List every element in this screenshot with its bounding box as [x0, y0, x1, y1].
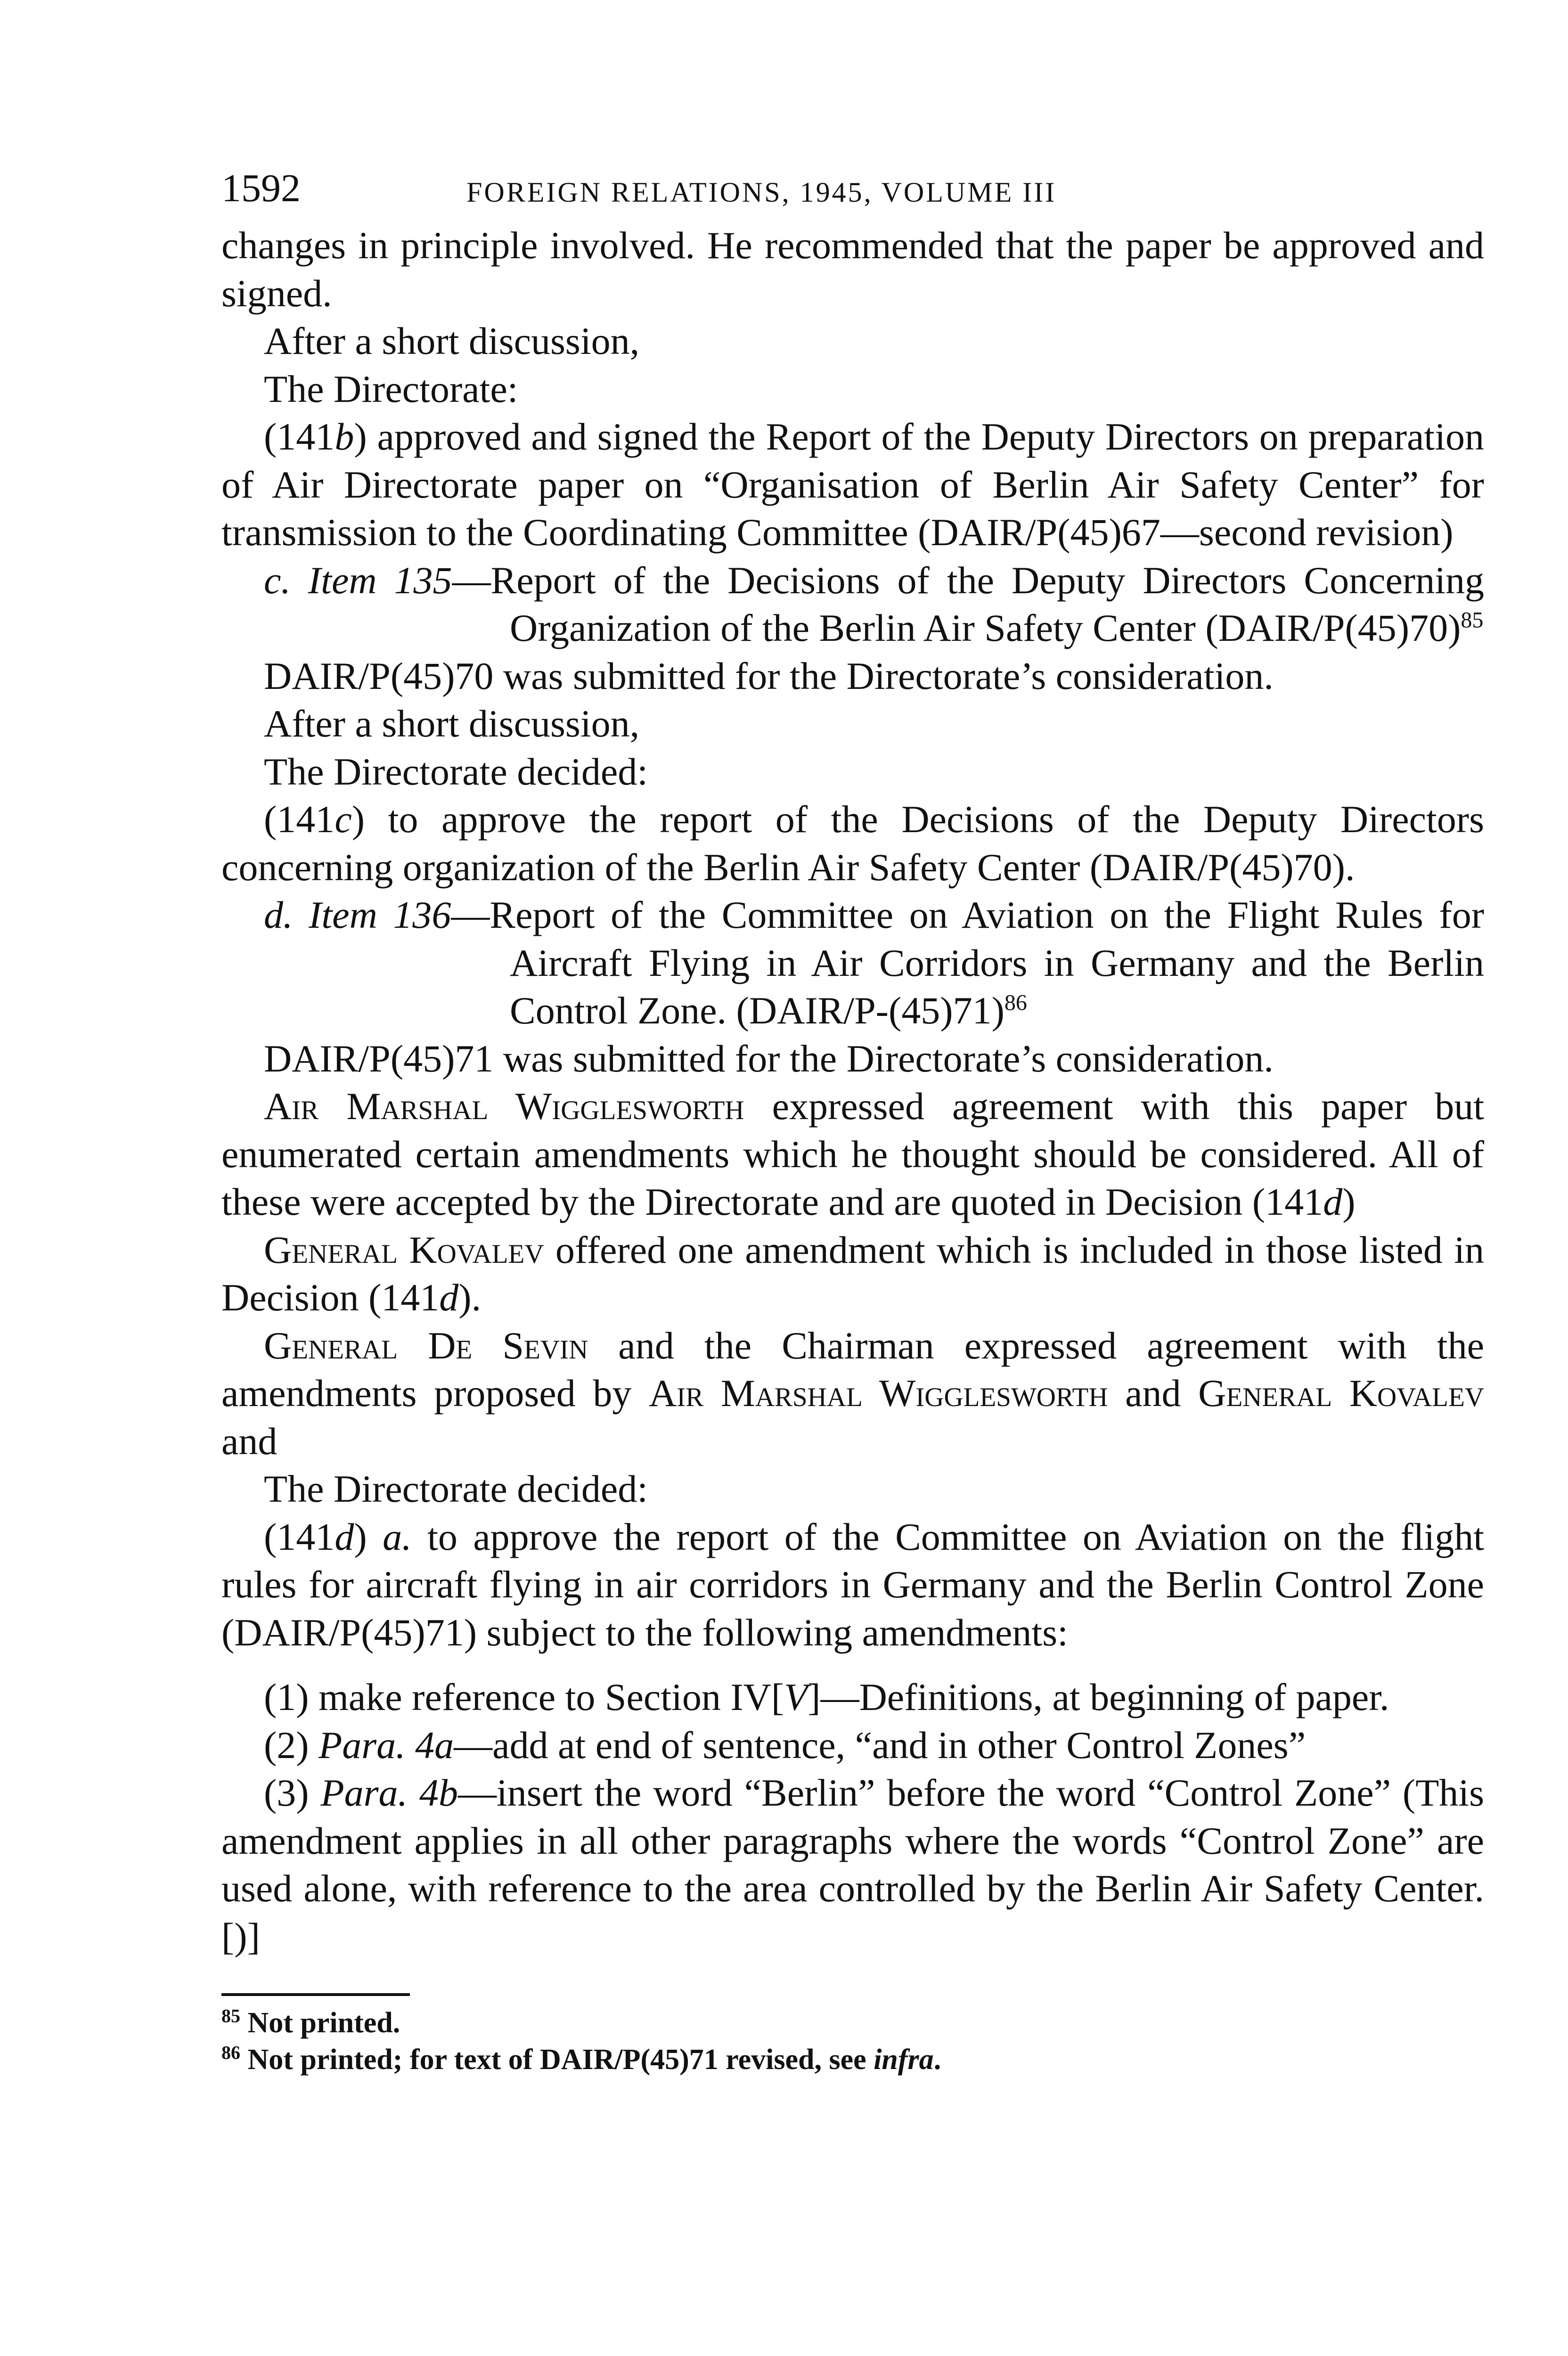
speaker-name: General Kovalev	[1198, 1372, 1484, 1415]
decision-141d	[221, 1513, 1484, 1657]
page-number: 1592	[221, 166, 301, 210]
footnote-mark: 85	[221, 2005, 240, 2027]
footnote-text: Not printed; for text of DAIR/P(45)71 revised, see	[247, 2044, 874, 2076]
speaker-name: Air Marshal Wigglesworth	[648, 1372, 1108, 1415]
document-page	[221, 165, 1484, 2078]
text-run: d	[439, 1276, 459, 1319]
paragraph: DAIR/P(45)71 was submitted for the Directorate’s consideration.	[264, 1037, 1274, 1080]
speaker-name: General Kovalev	[264, 1228, 544, 1271]
item-letter: c.	[264, 558, 308, 602]
footnote-text: .	[933, 2044, 941, 2076]
paragraph	[221, 1322, 1484, 1465]
body-text	[221, 221, 1484, 2078]
text-run: (141	[264, 798, 335, 841]
text-run: and the Chairman expressed agreement with the amendments proposed by	[221, 1324, 1484, 1415]
paragraph: After a short discussion,	[264, 319, 640, 362]
speaker-name: General De Sevin	[264, 1324, 588, 1367]
agenda-item-d	[221, 891, 1484, 1035]
amendment-2	[221, 1721, 1484, 1769]
text-run: to approve the report of the Committee on Aviation on the flight rules for aircraft flying in air corridors in Germany and the Berlin Control Zone (DAIR/P(45)71) subject to the following amendments:	[221, 1515, 1484, 1654]
paragraph: The Directorate decided:	[264, 750, 648, 793]
text-run: —insert the word “Berlin” before the word “Control Zone” (This amendment applies in all other paragraphs where the words “Control Zone” are used alone, with reference to the area controlled by the Berlin Air Safety Center.[)]	[221, 1771, 1484, 1958]
paragraph: changes in principle involved. He recommended that the paper be approved and signed.	[221, 224, 1484, 315]
text-run: —add at end of sentence, “and in other Control Zones”	[454, 1723, 1306, 1767]
text-run: V	[784, 1676, 808, 1718]
paragraph: DAIR/P(45)70 was submitted for the Directorate’s consideration.	[264, 654, 1274, 697]
text-run: and	[1108, 1372, 1199, 1415]
amendment-3	[221, 1769, 1484, 1960]
text-run: and	[221, 1419, 278, 1463]
text-run: offered one amendment which is included in those listed in Decision (141	[221, 1228, 1484, 1319]
text-run: )	[354, 1515, 383, 1558]
item-title: —Report of the Committee on Aviation on the Flight Rules for Aircraft Flying in Air Corridors in Germany and the Berlin Control Zone. (DAIR/P-(45)71)	[451, 893, 1485, 1032]
speaker-name: Air Marshal Wigglesworth	[264, 1085, 744, 1128]
item-letter: d.	[264, 893, 309, 936]
item-number: Item 136	[309, 893, 451, 936]
text-run: d	[335, 1515, 354, 1558]
text-run: ).	[458, 1276, 482, 1319]
text-run: a.	[383, 1515, 412, 1558]
text-run: Para. 4a	[318, 1723, 454, 1767]
text-run: (1) make reference to Section IV[	[264, 1676, 784, 1718]
footnote-text: infra	[874, 2044, 934, 2076]
text-run: )	[1342, 1180, 1356, 1223]
text-run: expressed agreement with this paper but enumerated certain amendments which he thought should be considered. All of these were accepted by the Directorate and are quoted in Decision (141	[221, 1085, 1484, 1223]
text-run: ) to approve the report of the Decisions of the Deputy Directors concerning organization of the Berlin Air Safety Center (DAIR/P(45)70).	[221, 798, 1484, 889]
footnote-ref: 85	[1461, 607, 1484, 633]
footnote-divider	[221, 1993, 410, 1996]
footnote-86	[221, 2041, 1484, 2078]
paragraph: After a short discussion,	[264, 702, 640, 745]
decision-141b	[221, 413, 1484, 556]
text-run: (2)	[264, 1723, 319, 1767]
running-title: FOREIGN RELATIONS, 1945, VOLUME III	[466, 177, 1057, 208]
text-run: d	[1323, 1180, 1343, 1223]
agenda-item-c	[221, 556, 1484, 652]
text-run: ]—Definitions, at beginning of paper.	[808, 1676, 1389, 1718]
paragraph	[221, 1226, 1484, 1322]
footnote-mark: 86	[221, 2042, 240, 2063]
text-run: (141	[264, 415, 335, 458]
footnote-85	[221, 2004, 1484, 2041]
item-title: —Report of the Decisions of the Deputy Directors Concerning Organization of the Berlin Air Safety Center (DAIR/P(45)70)	[452, 558, 1484, 649]
text-run: ) approved and signed the Report of the Deputy Directors on preparation of Air Directorate paper on “Organisation of Berlin Air Safety Center” for transmission to the Coordinating Committee (DAIR/P(45)67—second revision)	[221, 415, 1484, 554]
decision-141c	[221, 795, 1484, 891]
item-number: Item 135	[308, 558, 452, 602]
footnote-ref: 86	[1004, 990, 1027, 1015]
footnote-text: Not printed.	[247, 2007, 400, 2039]
text-run: b	[335, 415, 354, 458]
paragraph: The Directorate decided:	[264, 1467, 648, 1510]
text-run: c	[335, 798, 352, 841]
running-header	[221, 165, 1484, 221]
text-run: Para. 4b	[320, 1771, 458, 1814]
paragraph: The Directorate:	[264, 367, 518, 410]
text-run: (141	[264, 1515, 335, 1558]
text-run: (3)	[264, 1771, 321, 1814]
paragraph	[221, 1082, 1484, 1226]
amendment-1	[221, 1673, 1484, 1721]
